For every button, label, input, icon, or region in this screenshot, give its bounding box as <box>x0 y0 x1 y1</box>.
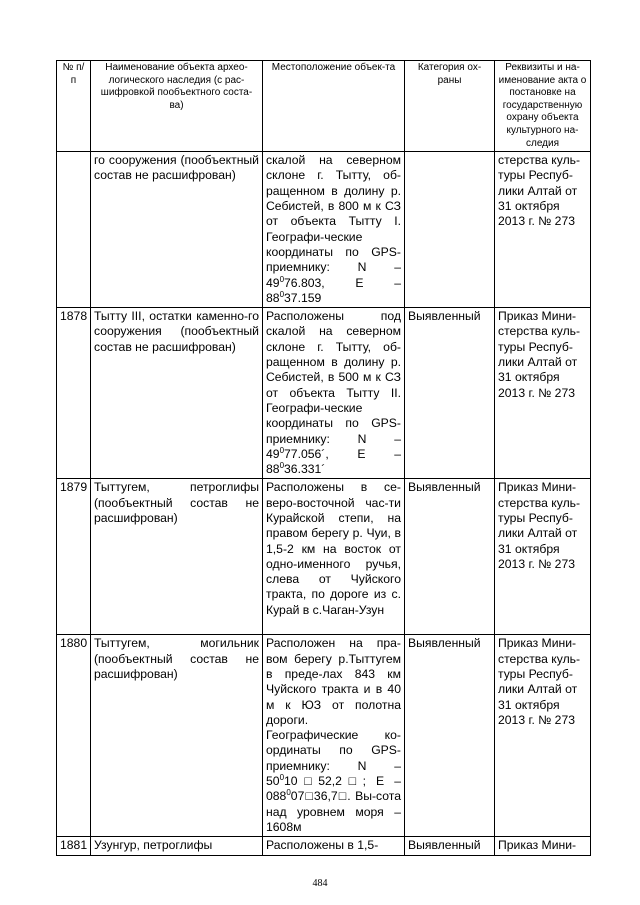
cell-number: 1878 <box>57 308 91 479</box>
cell-act: Приказ Мини-стерства куль-туры Респуб-лики Алтай от 31 октября 2013 г. № 273 <box>495 479 591 635</box>
header-number: № п/п <box>57 61 91 152</box>
cell-location: Расположены под скалой на северном склоне г. Тытту, об-ращенном в долину р. Себистей, в 500 м к СЗ от объекта Тытту II. Географи-ческие координаты по GPS-приемнику: N – $49^077.056´$, Е – $88^036.331´$ <box>263 308 405 479</box>
table-row-continued <box>57 152 591 308</box>
cell-object-name: го сооружения (пообъектный состав не расшифрован) <box>91 152 263 308</box>
table-header-row <box>57 61 591 152</box>
cell-act: Приказ Мини- <box>495 837 591 856</box>
heritage-register-table <box>56 60 591 856</box>
cell-act: стерства куль-туры Респуб-лики Алтай от 31 октября 2013 г. № 273 <box>495 152 591 308</box>
header-object-name: Наименование объекта архео-логического наследия (с рас-шифровкой пообъектного соста-ва) <box>91 61 263 152</box>
cell-act: Приказ Мини-стерства куль-туры Респуб-лики Алтай от 31 октября 2013 г. № 273 <box>495 308 591 479</box>
header-location: Местоположение объек-та <box>263 61 405 152</box>
cell-act: Приказ Мини-стерства куль-туры Респуб-лики Алтай от 31 октября 2013 г. № 273 <box>495 635 591 837</box>
cell-location: Расположены в се-веро-восточной час-ти Курайской степи, на правом берегу р. Чуи, в 1,5-2 км на восток от одно-именного ручья, слева от Чуйского тракта, по дороге из с. Курай в с.Чаган-Узун <box>263 479 405 635</box>
table-row <box>57 308 591 479</box>
page-number: 484 <box>312 878 328 889</box>
cell-object-name: Тытту III, остатки каменно-го сооружения (пообъектный состав не расшифрован) <box>91 308 263 479</box>
header-protection-category: Категория ох-раны <box>405 61 495 152</box>
table-row <box>57 635 591 837</box>
cell-category <box>405 152 495 308</box>
cell-category: Выявленный <box>405 479 495 635</box>
cell-category: Выявленный <box>405 308 495 479</box>
cell-category: Выявленный <box>405 837 495 856</box>
cell-location: Расположен на пра-вом берегу р.Тыттугем в преде-лах 843 км Чуйского тракта и в 40 м к ЮЗ от полотна дороги. Географические ко-ординаты по GPS-приемнику: N – $50^010□52,2□$; Е – $088^007□36,7□$. Вы-сота над уровнем моря – 1608м <box>263 635 405 837</box>
cell-number: 1879 <box>57 479 91 635</box>
cell-number <box>57 152 91 308</box>
table-row <box>57 479 591 635</box>
cell-category: Выявленный <box>405 635 495 837</box>
table-row <box>57 837 591 856</box>
cell-object-name: Узунгур, петроглифы <box>91 837 263 856</box>
cell-number: 1881 <box>57 837 91 856</box>
cell-object-name: Тыттугем, петроглифы (пообъектный состав не расшифрован) <box>91 479 263 635</box>
cell-number: 1880 <box>57 635 91 837</box>
cell-object-name: Тыттугем, могильник (пообъектный состав не расшифрован) <box>91 635 263 837</box>
cell-location: скалой на северном склоне г. Тытту, об-ращенном в долину р. Себистей, в 800 м к СЗ от объекта Тытту I. Географи-ческие координаты по GPS-приемнику: N – $49^076.803$, Е – $88^037.159$ <box>263 152 405 308</box>
cell-location: Расположены в 1,5- <box>263 837 405 856</box>
header-act-details: Реквизиты и на-именование акта о постановке на государственную охрану объекта культурного на-следия <box>495 61 591 152</box>
